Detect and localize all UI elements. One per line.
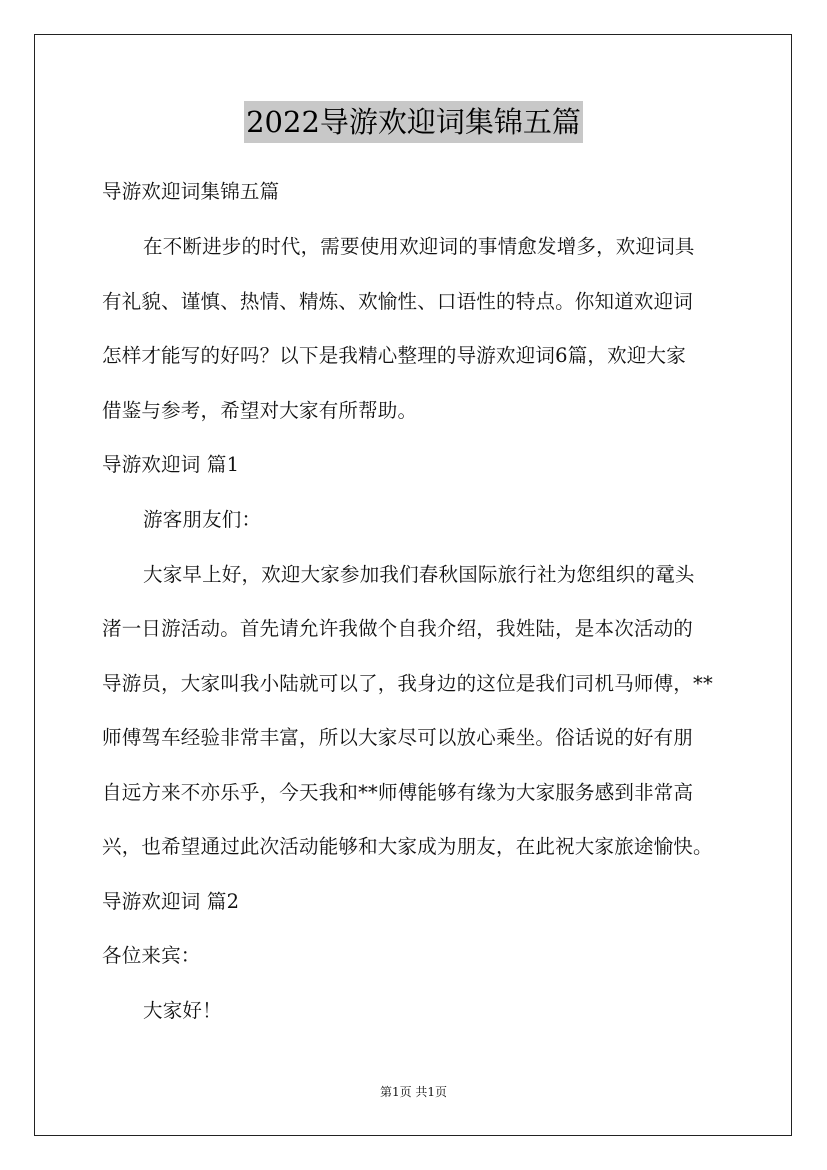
page-footer: 第1页 共1页 — [379, 1085, 448, 1099]
section1-line-3: 导游员，大家叫我小陆就可以了，我身边的这位是我们司机马师傅，** — [102, 672, 713, 695]
section1-line-5: 自远方来不亦乐乎，今天我和**师傅能够有缘为大家服务感到非常高 — [102, 781, 694, 804]
intro-line-4: 借鉴与参考，希望对大家有所帮助。 — [102, 399, 418, 422]
intro-line-2: 有礼貌、谨慎、热情、精炼、欢愉性、口语性的特点。你知道欢迎词 — [102, 290, 694, 313]
document-title: 2022导游欢迎词集锦五篇 — [244, 101, 583, 143]
section1-line-4: 师傅驾车经验非常丰富，所以大家尽可以放心乘坐。俗话说的好有朋 — [102, 726, 694, 749]
intro-line-1: 在不断进步的时代，需要使用欢迎词的事情愈发增多，欢迎词具 — [143, 235, 695, 258]
section2-heading: 导游欢迎词 篇2 — [102, 890, 240, 913]
title-container — [0, 101, 827, 143]
section1-line-2: 渚一日游活动。首先请允许我做个自我介绍，我姓陆，是本次活动的 — [102, 617, 694, 640]
section1-greeting: 游客朋友们： — [143, 508, 262, 531]
section2-greeting: 各位来宾： — [102, 944, 201, 967]
section2-first-line: 大家好！ — [143, 999, 222, 1022]
section1-line-1: 大家早上好，欢迎大家参加我们春秋国际旅行社为您组织的鼋头 — [143, 563, 695, 586]
intro-line-3: 怎样才能写的好吗？以下是我精心整理的导游欢迎词6篇，欢迎大家 — [102, 344, 686, 367]
section1-heading: 导游欢迎词 篇1 — [102, 453, 240, 476]
document-subtitle: 导游欢迎词集锦五篇 — [102, 180, 280, 203]
section1-line-6: 兴，也希望通过此次活动能够和大家成为朋友，在此祝大家旅途愉快。 — [102, 835, 713, 858]
